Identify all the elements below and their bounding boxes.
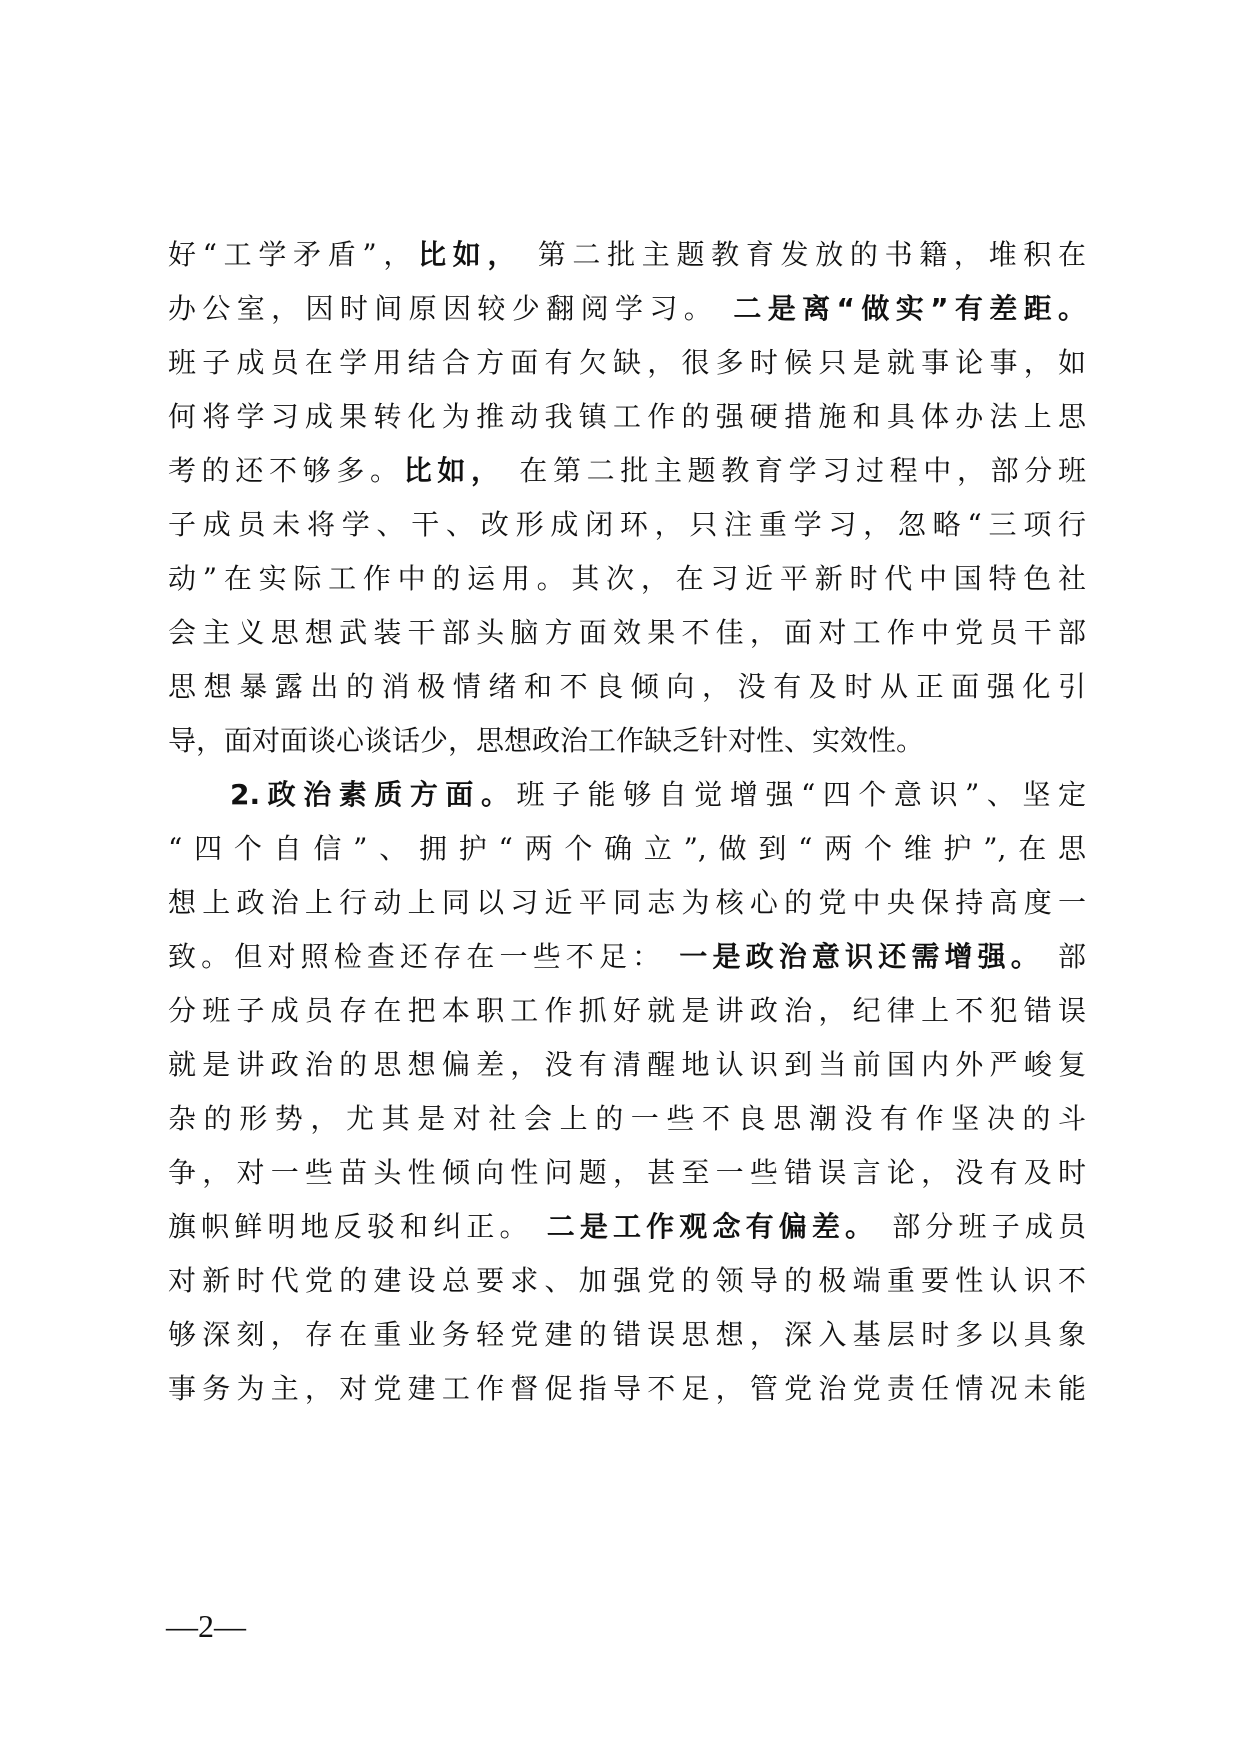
text-line bbox=[168, 1038, 1086, 1092]
text-line bbox=[168, 768, 1086, 822]
text-line bbox=[168, 282, 1086, 336]
text-segment: 好“工学矛盾”， bbox=[168, 238, 419, 271]
text-line bbox=[168, 498, 1086, 552]
text-segment: 想上政治上行动上同以习近平同志为核心的党中央保持高度一 bbox=[168, 886, 1086, 919]
text-segment: 部分班子成员 bbox=[878, 1210, 1086, 1243]
text-line bbox=[168, 930, 1086, 984]
text-line bbox=[168, 606, 1086, 660]
bold-text-segment: 比如， bbox=[403, 454, 505, 487]
text-segment: 旗帜鲜明地反驳和纠正。 bbox=[168, 1210, 547, 1243]
body-text bbox=[168, 228, 1086, 1416]
bold-text-segment: 比如， bbox=[418, 238, 523, 271]
text-segment: 动”在实际工作中的运用。其次，在习近平新时代中国特色社 bbox=[168, 562, 1086, 595]
text-segment: 就是讲政治的思想偏差，没有清醒地认识到当前国内外严峻复 bbox=[168, 1048, 1086, 1081]
text-line bbox=[168, 228, 1086, 282]
text-segment: 杂的形势，尤其是对社会上的一些不良思潮没有作坚决的斗 bbox=[168, 1102, 1086, 1135]
text-line bbox=[168, 444, 1086, 498]
page-number: —2— bbox=[166, 1608, 246, 1644]
text-line bbox=[168, 552, 1086, 606]
text-line bbox=[168, 660, 1086, 714]
text-segment: 何将学习成果转化为推动我镇工作的强硬措施和具体办法上思 bbox=[168, 400, 1086, 433]
text-line bbox=[168, 1254, 1086, 1308]
bold-text-segment: 一是政治意识还需增强。 bbox=[679, 940, 1044, 973]
text-line bbox=[168, 1146, 1086, 1200]
text-segment: “四个自信”、拥护“两个确立”,做到“两个维护”,在思 bbox=[168, 832, 1086, 865]
text-segment: 导，面对面谈心谈话少，思想政治工作缺乏针对性、实效性。 bbox=[168, 724, 925, 757]
text-line bbox=[168, 714, 1086, 768]
text-line bbox=[168, 1362, 1086, 1416]
text-line bbox=[168, 1308, 1086, 1362]
text-segment: 在第二批主题教育学习过程中，部分班 bbox=[504, 454, 1086, 487]
bold-text-segment: 二是离“做实”有差距。 bbox=[733, 292, 1087, 325]
text-segment: 争，对一些苗头性倾向性问题，甚至一些错误言论，没有及时 bbox=[168, 1156, 1086, 1189]
text-segment: 致。但对照检查还存在一些不足： bbox=[168, 940, 680, 973]
text-segment: 分班子成员存在把本职工作抓好就是讲政治，纪律上不犯错误 bbox=[168, 994, 1086, 1027]
bold-text-segment: 2.政治素质方面。 bbox=[230, 778, 517, 811]
text-segment: 班子成员在学用结合方面有欠缺，很多时候只是就事论事，如 bbox=[168, 346, 1086, 379]
text-line bbox=[168, 984, 1086, 1038]
text-segment: 班子能够自觉增强“四个意识”、坚定 bbox=[516, 778, 1087, 811]
text-segment: 第二批主题教育发放的书籍，堆积在 bbox=[522, 238, 1086, 271]
text-segment: 事务为主，对党建工作督促指导不足，管党治党责任情况未能 bbox=[168, 1372, 1086, 1405]
bold-text-segment: 二是工作观念有偏差。 bbox=[546, 1210, 879, 1243]
text-segment: 够深刻，存在重业务轻党建的错误思想，深入基层时多以具象 bbox=[168, 1318, 1086, 1351]
text-line bbox=[168, 876, 1086, 930]
text-line bbox=[168, 822, 1086, 876]
text-line bbox=[168, 390, 1086, 444]
text-segment: 部 bbox=[1043, 940, 1086, 973]
text-segment: 会主义思想武装干部头脑方面效果不佳，面对工作中党员干部 bbox=[168, 616, 1086, 649]
text-segment: 办公室，因时间原因较少翻阅学习。 bbox=[168, 292, 734, 325]
text-segment: 考的还不够多。 bbox=[168, 454, 404, 487]
text-line bbox=[168, 1200, 1086, 1254]
text-line bbox=[168, 336, 1086, 390]
text-line bbox=[168, 1092, 1086, 1146]
text-segment: 子成员未将学、干、改形成闭环，只注重学习，忽略“三项行 bbox=[168, 508, 1086, 541]
text-segment: 思想暴露出的消极情绪和不良倾向，没有及时从正面强化引 bbox=[168, 670, 1086, 703]
text-segment: 对新时代党的建设总要求、加强党的领导的极端重要性认识不 bbox=[168, 1264, 1086, 1297]
